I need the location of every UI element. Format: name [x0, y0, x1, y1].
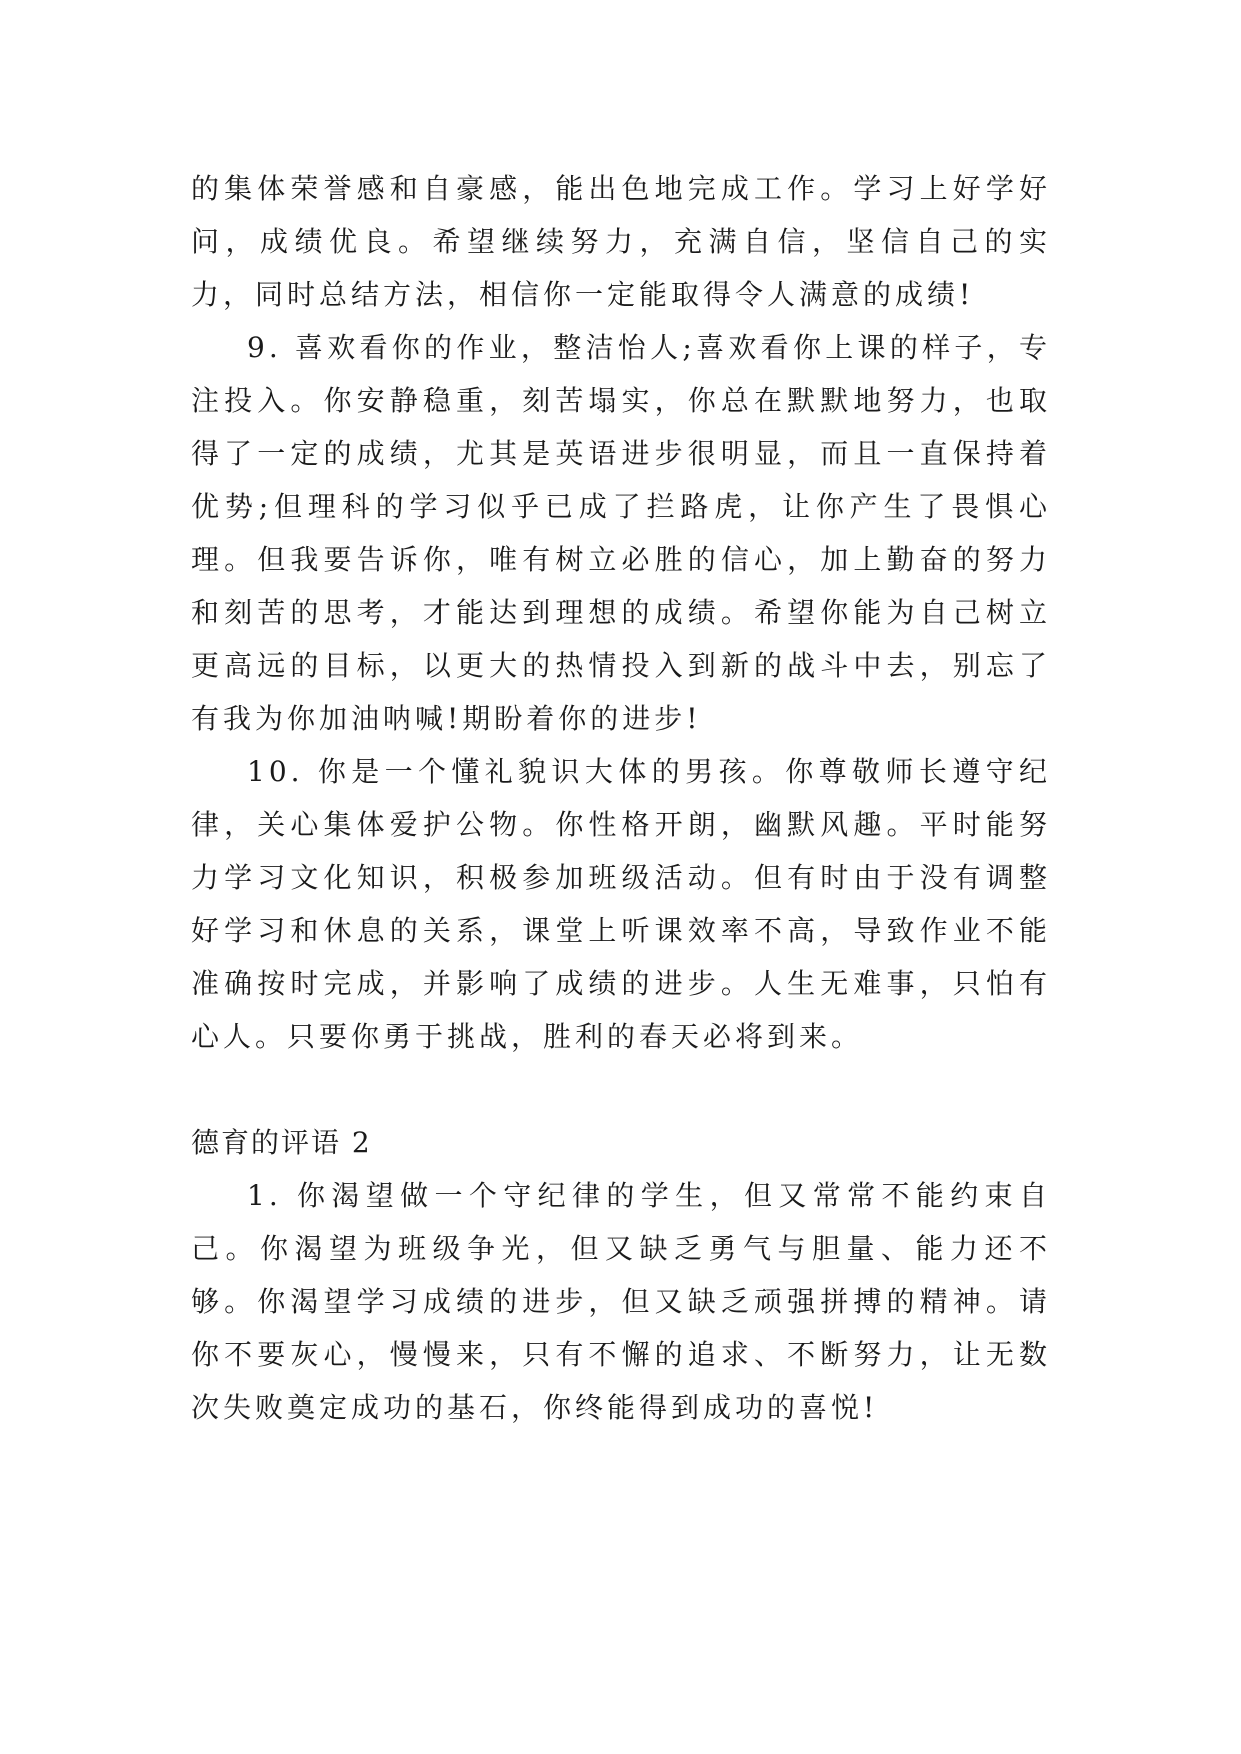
paragraph-section2-item-1: 1. 你渴望做一个守纪律的学生，但又常常不能约束自己。你渴望为班级争光，但又缺乏勇气与胆量、能力还不够。你渴望学习成绩的进步，但又缺乏顽强拼搏的精神。请你不要灰心，慢慢来，只有不懈的追求、不断努力，让无数次失败奠定成功的基石，你终能得到成功的喜悦! [191, 1179, 1051, 1424]
paragraph-item-10: 10. 你是一个懂礼貌识大体的男孩。你尊敬师长遵守纪律，关心集体爱护公物。你性格开朗，幽默风趣。平时能努力学习文化知识，积极参加班级活动。但有时由于没有调整好学习和休息的关系，课堂上听课效率不高，导致作业不能准确按时完成，并影响了成绩的进步。人生无难事，只怕有心人。只要你勇于挑战，胜利的春天必将到来。 [191, 755, 1051, 1053]
paragraph-continued: 的集体荣誉感和自豪感，能出色地完成工作。学习上好学好问，成绩优良。希望继续努力，充满自信，坚信自己的实力，同时总结方法，相信你一定能取得令人满意的成绩! [191, 172, 1051, 311]
section-heading: 德育的评语 2 [191, 1126, 372, 1159]
document-body [191, 162, 1051, 1434]
paragraph-item-9: 9. 喜欢看你的作业，整洁怡人;喜欢看你上课的样子，专注投入。你安静稳重，刻苦塌实，你总在默默地努力，也取得了一定的成绩，尤其是英语进步很明显，而且一直保持着优势;但理科的学习似乎已成了拦路虎，让你产生了畏惧心理。但我要告诉你，唯有树立必胜的信心，加上勤奋的努力和刻苦的思考，才能达到理想的成绩。希望你能为自己树立更高远的目标，以更大的热情投入到新的战斗中去，别忘了有我为你加油呐喊!期盼着你的进步! [191, 331, 1051, 735]
